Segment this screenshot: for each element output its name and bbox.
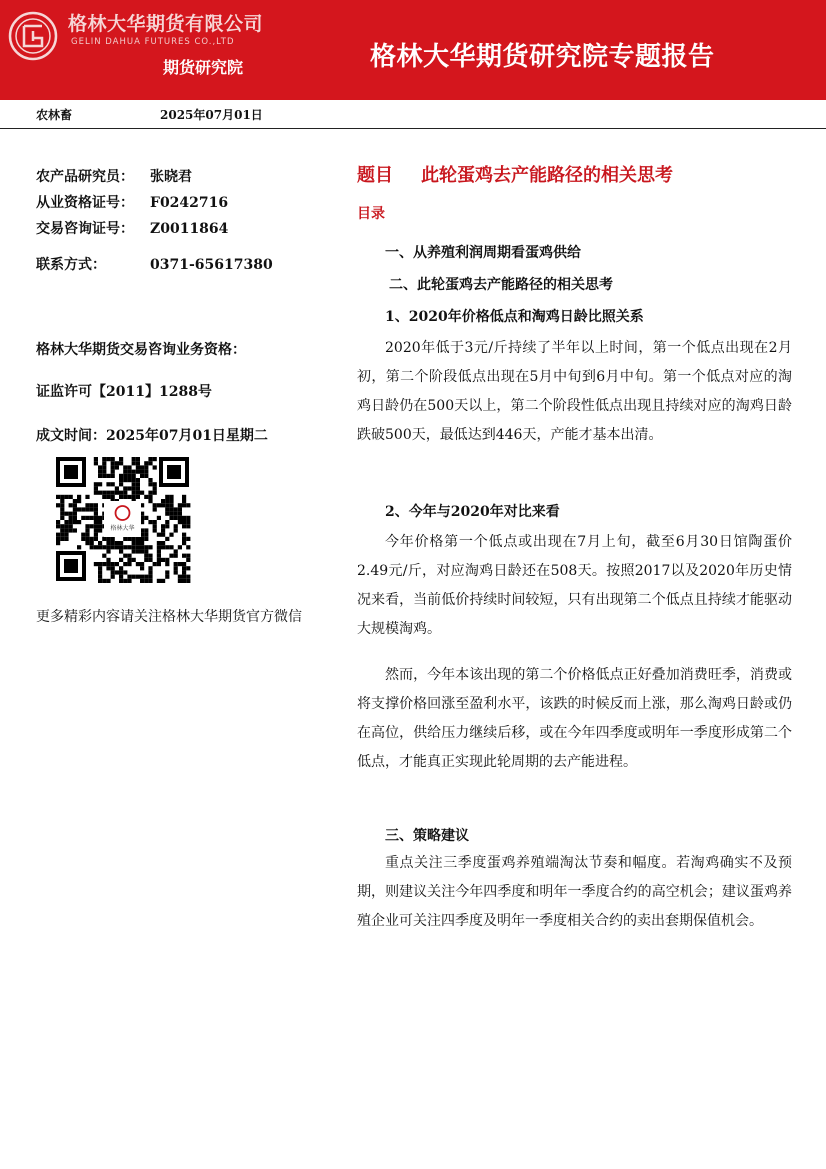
paragraph-strategy: 重点关注三季度蛋鸡养殖端淘汰节奏和幅度。若淘鸡确实不及预期，则建议关注今年四季度和明年一季度合约的高空机会；建议蛋鸡养殖企业可关注四季度及明年一季度相关合约的卖出套期保值机会。	[357, 855, 792, 929]
qualification-line: 格林大华期货交易咨询业务资格：	[36, 342, 246, 358]
header-divider	[0, 128, 826, 129]
report-header	[0, 0, 826, 100]
qr-finder-top-left	[56, 457, 86, 487]
license-number: F0242716	[150, 195, 229, 211]
subsection-heading-1: 1、2020年价格低点和淘鸡日龄比照关系	[385, 309, 644, 325]
analyst-label: 农产品研究员：	[36, 169, 134, 185]
company-name-cn: 格林大华期货有限公司	[68, 13, 264, 35]
qr-finder-bottom-left	[56, 551, 86, 581]
contact-label: 联系方式：	[36, 257, 106, 273]
paragraph-2020-lows: 2020年低于3元/斤持续了半年以上时间，第一个低点出现在2月初，第二个阶段低点出现在5月中旬到6月中旬。第一个低点对应的淘鸡日龄仍在500天以上，第二个阶段性低点出现且持续对应的淘鸡日龄跌破500天，最低达到446天，产能才基本出清。	[357, 340, 792, 443]
contact-phone: 0371-65617380	[150, 257, 273, 273]
department-name: 期货研究院	[163, 58, 244, 77]
consult-line	[36, 218, 228, 238]
date-line: 成文时间：2025年07月01日星期二	[36, 428, 268, 444]
article-title	[357, 161, 673, 187]
company-logo-icon	[8, 11, 58, 61]
consult-number: Z0011864	[150, 221, 229, 237]
analyst-name: 张晓君	[150, 169, 192, 185]
section-heading-2: 二、此轮蛋鸡去产能路径的相关思考	[389, 277, 613, 293]
follow-wechat-text: 更多精彩内容请关注格林大华期货官方微信	[36, 609, 302, 625]
wechat-qr-code	[54, 455, 191, 583]
qr-center-label: 格林大华	[110, 525, 135, 532]
report-category: 农林畜	[36, 108, 73, 122]
contact-line	[36, 254, 273, 274]
permit-line: 证监许可【2011】1288号	[36, 384, 212, 400]
paragraph-outlook: 然而，今年本该出现的第二个价格低点正好叠加消费旺季，消费或将支撑价格回涨至盈利水平，该跌的时候反而上涨，那么淘鸡日龄或仍在高位，供给压力继续后移，或在今年四季度或明年一季度形成第二个低点，才能真正实现此轮周期的去产能进程。	[357, 667, 792, 770]
paragraph-2025-compare: 今年价格第一个低点或出现在7月上旬，截至6月30日馆陶蛋价2.49元/斤，对应淘鸡日龄还在508天。按照2017以及2020年历史情况来看，当前低价持续时间较短，只有出现第二个低点且持续才能驱动大规模淘鸡。	[357, 534, 792, 637]
company-name-en: GELIN DAHUA FUTURES CO.,LTD	[71, 37, 235, 47]
title-prefix: 题目	[357, 165, 393, 186]
section-heading-3: 三、策略建议	[385, 828, 469, 844]
toc-heading: 目录	[357, 206, 385, 222]
report-type-title: 格林大华期货研究院专题报告	[370, 42, 715, 72]
section-heading-1: 一、从养殖利润周期看蛋鸡供给	[385, 245, 581, 261]
consult-label: 交易咨询证号：	[36, 221, 134, 237]
subsection-heading-2: 2、今年与2020年对比来看	[385, 504, 560, 520]
analyst-line	[36, 166, 192, 186]
report-date: 2025年07月01日	[160, 108, 263, 122]
license-label: 从业资格证号：	[36, 195, 134, 211]
title-topic: 此轮蛋鸡去产能路径的相关思考	[421, 165, 673, 186]
license-line	[36, 192, 228, 212]
qr-finder-top-right	[159, 457, 189, 487]
